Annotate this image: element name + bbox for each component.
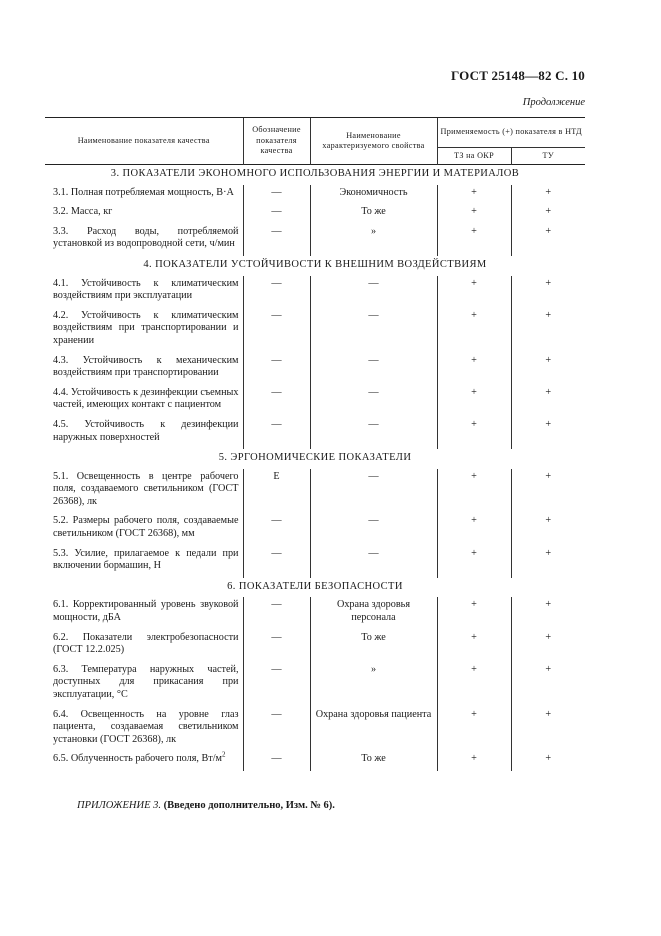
indicator-designation: — xyxy=(243,224,310,256)
indicator-name: 4.2. Устойчивость к климатическим воздействиям при транспортировании и хранении xyxy=(53,309,239,346)
applicability-tu: + xyxy=(511,224,585,256)
applicability-tu: + xyxy=(511,707,585,752)
quality-indicators-table xyxy=(45,117,585,771)
indicator-designation: — xyxy=(243,597,310,629)
applicability-tz: + xyxy=(437,707,511,752)
characterized-property: — xyxy=(310,417,437,449)
indicator-name: 6.4. Освещенность на уровне глаз пациента, создаваемая светильником установки (ГОСТ 26368), лк xyxy=(53,708,239,745)
applicability-tu: + xyxy=(511,308,585,353)
table-section xyxy=(45,578,585,771)
applicability-tu: + xyxy=(511,385,585,417)
indicator-name: 3.1. Полная потребляемая мощность, В·А xyxy=(53,186,234,198)
indicator-designation: — xyxy=(243,707,310,752)
table-row xyxy=(45,276,585,308)
indicator-designation: — xyxy=(243,751,310,771)
applicability-tu: + xyxy=(511,662,585,707)
indicator-name: 3.3. Расход воды, потребляемой установкой из водопроводной сети, ч/мин xyxy=(53,225,239,250)
indicator-designation: — xyxy=(243,513,310,545)
table-row xyxy=(45,597,585,629)
applicability-tu: + xyxy=(511,204,585,224)
indicator-designation: — xyxy=(243,546,310,578)
indicator-name: 5.2. Размеры рабочего поля, создаваемые светильником (ГОСТ 26368), мм xyxy=(53,515,239,540)
table-row xyxy=(45,185,585,205)
page-header: ГОСТ 25148—82 С. 10 xyxy=(451,68,585,83)
col-header-designation: Обозначение показателя качества xyxy=(243,118,310,165)
applicability-tu: + xyxy=(511,751,585,771)
indicator-name: 4.4. Устойчивость к дезинфекции съемных частей, имеющих контакт с пациентом xyxy=(53,386,239,411)
indicator-name: 6.3. Температура наружных частей, доступных для прикасания при эксплуатации, °С xyxy=(53,663,239,700)
indicator-designation: — xyxy=(243,353,310,385)
characterized-property: То же xyxy=(310,630,437,662)
indicator-name: 3.2. Масса, кг xyxy=(53,206,113,218)
indicator-designation: — xyxy=(243,308,310,353)
applicability-tu: + xyxy=(511,513,585,545)
table-row xyxy=(45,224,585,256)
table-section xyxy=(45,449,585,578)
col-header-property: Наименование характеризуемого свойства xyxy=(310,118,437,165)
characterized-property: » xyxy=(310,224,437,256)
table-row xyxy=(45,204,585,224)
table-row xyxy=(45,662,585,707)
appendix-note xyxy=(77,800,335,811)
table-row xyxy=(45,707,585,752)
applicability-tu: + xyxy=(511,353,585,385)
table-section xyxy=(45,256,585,449)
table-row xyxy=(45,353,585,385)
applicability-tz: + xyxy=(437,630,511,662)
indicator-designation: — xyxy=(243,630,310,662)
applicability-tz: + xyxy=(437,353,511,385)
applicability-tz: + xyxy=(437,185,511,205)
indicator-name: 4.3. Устойчивость к механическим воздействиям при транспортировании xyxy=(53,354,239,379)
indicator-designation: E xyxy=(243,469,310,514)
continuation-label: Продолжение xyxy=(522,97,585,108)
applicability-tz: + xyxy=(437,417,511,449)
applicability-tu: + xyxy=(511,546,585,578)
characterized-property: Охрана здоровья персонала xyxy=(310,597,437,629)
applicability-tu: + xyxy=(511,630,585,662)
col-header-tu: ТУ xyxy=(511,148,585,165)
indicator-name: 5.1. Освещенность в центре рабочего поля, создаваемого светильником (ГОСТ 26368), лк xyxy=(53,470,239,507)
characterized-property: — xyxy=(310,308,437,353)
indicator-designation: — xyxy=(243,185,310,205)
appendix-text: (Введено дополнительно, Изм. № 6). xyxy=(163,800,335,811)
unit-exponent: 2 xyxy=(222,750,226,759)
col-header-applicability: Применяемость (+) показателя в НТД xyxy=(437,118,585,148)
table-row xyxy=(45,417,585,449)
table-row xyxy=(45,630,585,662)
applicability-tz: + xyxy=(437,276,511,308)
characterized-property: — xyxy=(310,276,437,308)
applicability-tu: + xyxy=(511,597,585,629)
indicator-name: 4.5. Устойчивость к дезинфекции наружных поверхностей xyxy=(53,418,239,443)
indicator-name: 5.3. Усилие, прилагаемое к педали при включении бормашин, Н xyxy=(53,547,239,572)
table-row xyxy=(45,308,585,353)
applicability-tz: + xyxy=(437,224,511,256)
characterized-property: Охрана здоровья пациента xyxy=(310,707,437,752)
indicator-designation: — xyxy=(243,276,310,308)
table-row xyxy=(45,546,585,578)
indicator-designation: — xyxy=(243,385,310,417)
table-row xyxy=(45,385,585,417)
indicator-name: 6.2. Показатели электробезопасности (ГОСТ 12.2.025) xyxy=(53,631,239,656)
table-row xyxy=(45,469,585,514)
indicator-designation: — xyxy=(243,417,310,449)
applicability-tz: + xyxy=(437,751,511,771)
table-row xyxy=(45,513,585,545)
section-title: 3. ПОКАЗАТЕЛИ ЭКОНОМНОГО ИСПОЛЬЗОВАНИЯ ЭНЕРГИИ И МАТЕРИАЛОВ xyxy=(45,165,585,185)
indicator-name: 6.1. Корректированный уровень звуковой мощности, дБА xyxy=(53,599,239,624)
appendix-label: ПРИЛОЖЕНИЕ 3. xyxy=(77,800,161,811)
characterized-property: — xyxy=(310,469,437,514)
applicability-tu: + xyxy=(511,417,585,449)
characterized-property: — xyxy=(310,385,437,417)
applicability-tz: + xyxy=(437,597,511,629)
characterized-property: — xyxy=(310,353,437,385)
indicator-name-text: 6.5. Облученность рабочего поля, Вт/м xyxy=(53,753,222,765)
applicability-tz: + xyxy=(437,204,511,224)
col-header-tz: ТЗ на ОКР xyxy=(437,148,511,165)
section-title: 5. ЭРГОНОМИЧЕСКИЕ ПОКАЗАТЕЛИ xyxy=(218,452,412,464)
characterized-property: — xyxy=(310,513,437,545)
characterized-property: Экономичность xyxy=(310,185,437,205)
indicator-name: 4.1. Устойчивость к климатическим воздействиям при эксплуатации xyxy=(53,277,239,302)
characterized-property: То же xyxy=(310,751,437,771)
applicability-tz: + xyxy=(437,662,511,707)
applicability-tz: + xyxy=(437,469,511,514)
applicability-tz: + xyxy=(437,513,511,545)
table-row xyxy=(45,751,585,771)
section-title: 6. ПОКАЗАТЕЛИ БЕЗОПАСНОСТИ xyxy=(227,580,403,592)
applicability-tu: + xyxy=(511,185,585,205)
table-section xyxy=(45,165,585,256)
indicator-name xyxy=(45,751,243,771)
applicability-tz: + xyxy=(437,546,511,578)
applicability-tu: + xyxy=(511,276,585,308)
applicability-tz: + xyxy=(437,385,511,417)
characterized-property: То же xyxy=(310,204,437,224)
applicability-tu: + xyxy=(511,469,585,514)
indicator-designation: — xyxy=(243,204,310,224)
applicability-tz: + xyxy=(437,308,511,353)
characterized-property: » xyxy=(310,662,437,707)
col-header-name: Наименование показателя качества xyxy=(45,118,243,165)
characterized-property: — xyxy=(310,546,437,578)
section-title: 4. ПОКАЗАТЕЛИ УСТОЙЧИВОСТИ К ВНЕШНИМ ВОЗДЕЙСТВИЯМ xyxy=(143,258,487,270)
indicator-designation: — xyxy=(243,662,310,707)
